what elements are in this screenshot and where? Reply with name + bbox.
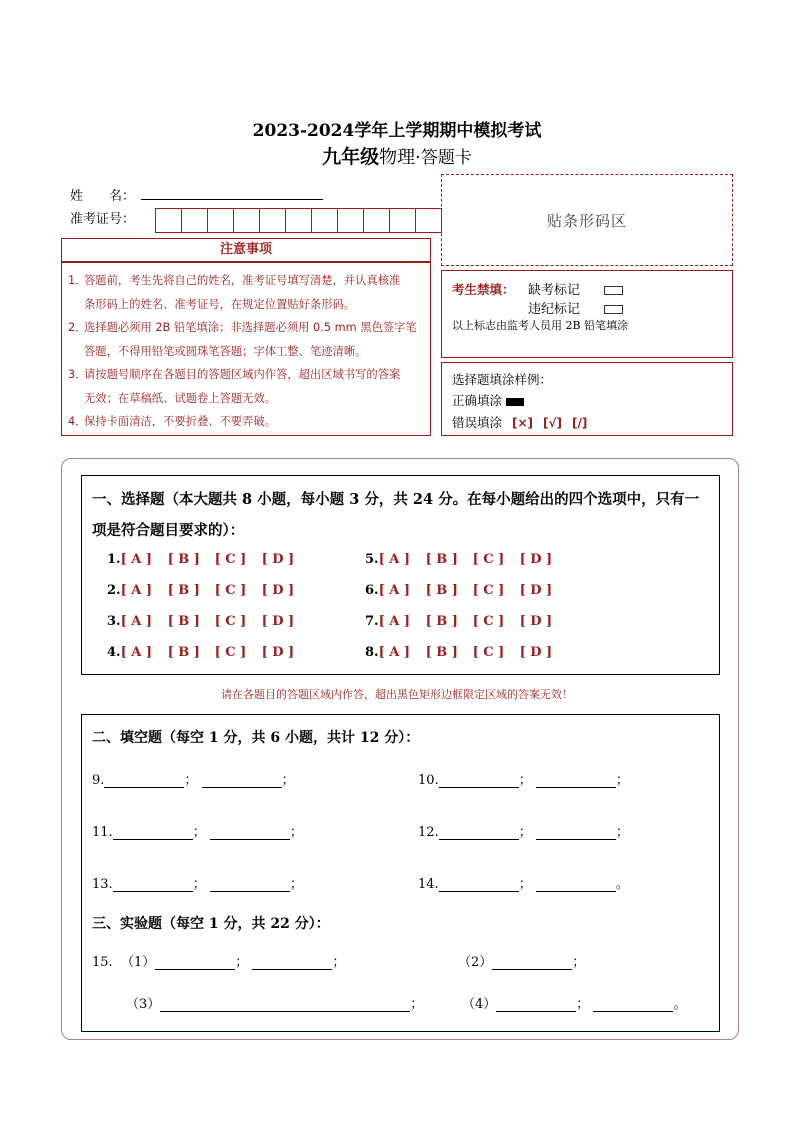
blank-line[interactable] <box>113 826 193 840</box>
question-number: 1. <box>107 552 121 567</box>
option-bubble-c[interactable]: [ C ] <box>214 645 247 660</box>
exam-id-digit-box[interactable] <box>363 208 390 233</box>
question-15-part-2: （2） ； <box>458 955 586 970</box>
option-bubble-a[interactable]: [ A ] <box>378 645 411 660</box>
choice-question-4 <box>107 645 309 660</box>
boundary-warning: 请在各题目的答题区域内作答，超出黑色矩形边框限定区域的答案无效！ <box>221 688 573 701</box>
option-bubble-b[interactable]: [ B ] <box>167 552 200 567</box>
question-11: 11. ； ； <box>92 825 303 840</box>
option-bubble-c[interactable]: [ C ] <box>472 614 505 629</box>
question-14: 14. ； 。 <box>418 877 629 892</box>
blank-line[interactable] <box>593 998 673 1012</box>
option-bubble-a[interactable]: [ A ] <box>378 583 411 598</box>
option-bubble-d[interactable]: [ D ] <box>261 583 295 598</box>
correct-fill-row: 正确填涂 <box>452 391 524 409</box>
blank-line[interactable] <box>492 956 572 970</box>
choice-question-5 <box>365 552 567 567</box>
option-bubble-d[interactable]: [ D ] <box>519 614 553 629</box>
forbidden-note: 以上标志由监考人员用 2B 铅笔填涂 <box>452 319 629 332</box>
blank-line[interactable] <box>536 878 616 892</box>
exam-id-boxes[interactable] <box>155 208 441 233</box>
option-bubble-c[interactable]: [ C ] <box>472 645 505 660</box>
fill-sample-box <box>441 362 733 436</box>
question-number: 8. <box>365 645 379 660</box>
blank-line[interactable] <box>113 878 193 892</box>
question-number: 7. <box>365 614 379 629</box>
option-bubble-b[interactable]: [ B ] <box>167 614 200 629</box>
blank-line[interactable] <box>439 826 519 840</box>
exam-id-digit-box[interactable] <box>415 208 442 233</box>
blank-line[interactable] <box>252 956 332 970</box>
question-15-part-4: （4） ； 。 <box>462 997 687 1012</box>
option-bubble-d[interactable]: [ D ] <box>519 583 553 598</box>
blank-line[interactable] <box>160 998 410 1012</box>
choice-heading: 一、选择题（本大题共 8 小题，每小题 3 分，共 24 分。在每小题给出的四个选项中，只有一项是符合题目要求的）： <box>92 491 700 539</box>
question-number: 4. <box>107 645 121 660</box>
exam-title: 2023-2024学年上学期期中模拟考试 <box>252 121 542 141</box>
notes-box <box>61 262 431 436</box>
choice-question-6 <box>365 583 567 598</box>
question-13: 13. ； ； <box>92 877 303 892</box>
question-9: 9. ； ； <box>92 773 295 788</box>
option-bubble-c[interactable]: [ C ] <box>214 614 247 629</box>
blank-line[interactable] <box>439 774 519 788</box>
forbidden-title: 考生禁填： <box>452 282 515 297</box>
question-12: 12. ； ； <box>418 825 629 840</box>
choice-question-8 <box>365 645 567 660</box>
exam-id-digit-box[interactable] <box>207 208 234 233</box>
notes-title: 注意事项 <box>61 238 431 262</box>
exam-id-digit-box[interactable] <box>311 208 338 233</box>
examinee-forbidden-box <box>441 270 733 358</box>
blank-line[interactable] <box>155 956 235 970</box>
name-field[interactable] <box>141 199 323 200</box>
note-item: 2．选择题必须用 2B 铅笔填涂；非选择题必须用 0.5 mm 黑色签字笔 答题，不得用铅笔或圆珠笔答题；字体工整、笔迹清晰。 <box>68 321 417 358</box>
choice-question-3 <box>107 614 309 629</box>
option-bubble-b[interactable]: [ B ] <box>425 552 458 567</box>
absent-mark-box[interactable] <box>604 286 623 295</box>
absent-mark-row: 缺考标记 <box>528 279 623 298</box>
barcode-area: 贴条形码区 <box>441 174 733 266</box>
title-dot: · <box>415 147 421 168</box>
fill-section <box>81 714 720 1032</box>
answer-card-label: 答题卡 <box>420 148 472 168</box>
subject-label: 物理 <box>379 147 416 168</box>
wrong-fill-row: 错误填涂 [×] [√] [/] <box>452 415 588 430</box>
question-15-part-3: （3） ； <box>126 997 424 1012</box>
blank-line[interactable] <box>104 774 184 788</box>
exam-id-digit-box[interactable] <box>337 208 364 233</box>
option-bubble-d[interactable]: [ D ] <box>519 645 553 660</box>
blank-line[interactable] <box>536 774 616 788</box>
fill-heading: 二、填空题（每空 1 分，共 6 小题，共计 12 分）： <box>92 730 420 746</box>
option-bubble-b[interactable]: [ B ] <box>425 583 458 598</box>
option-bubble-b[interactable]: [ B ] <box>425 614 458 629</box>
note-item: 4．保持卡面清洁，不要折叠、不要弄破。 <box>68 415 277 428</box>
option-bubble-b[interactable]: [ B ] <box>167 583 200 598</box>
option-bubble-a[interactable]: [ A ] <box>120 583 153 598</box>
card-title <box>0 142 794 169</box>
option-bubble-a[interactable]: [ A ] <box>120 645 153 660</box>
option-bubble-c[interactable]: [ C ] <box>472 552 505 567</box>
question-10: 10. ； ； <box>418 773 629 788</box>
sample-title: 选择题填涂样例： <box>452 372 553 387</box>
option-bubble-c[interactable]: [ C ] <box>472 583 505 598</box>
filled-mark <box>506 398 524 406</box>
exam-id-digit-box[interactable] <box>233 208 260 233</box>
exam-id-digit-box[interactable] <box>155 208 182 233</box>
note-item: 3．请按题号顺序在各题目的答题区域内作答，超出区域书写的答案 无效；在草稿纸、试题卷上答题无效。 <box>68 368 401 405</box>
blank-line[interactable] <box>496 998 576 1012</box>
option-bubble-a[interactable]: [ A ] <box>120 552 153 567</box>
exam-id-digit-box[interactable] <box>285 208 312 233</box>
choice-question-1 <box>107 552 309 567</box>
option-bubble-d[interactable]: [ D ] <box>519 552 553 567</box>
violation-mark-box[interactable] <box>604 305 623 314</box>
blank-line[interactable] <box>536 826 616 840</box>
option-bubble-a[interactable]: [ A ] <box>378 614 411 629</box>
grade-label: 九年级 <box>322 146 380 168</box>
exam-id-label: 准考证号： <box>70 212 136 227</box>
option-bubble-c[interactable]: [ C ] <box>214 552 247 567</box>
blank-line[interactable] <box>439 878 519 892</box>
experiment-heading: 三、实验题（每空 1 分，共 22 分）： <box>92 916 330 932</box>
choice-section <box>81 475 720 675</box>
exam-id-digit-box[interactable] <box>181 208 208 233</box>
option-bubble-c[interactable]: [ C ] <box>214 583 247 598</box>
name-label: 姓 名： <box>70 189 136 204</box>
question-number: 6. <box>365 583 379 598</box>
option-bubble-b[interactable]: [ B ] <box>425 645 458 660</box>
option-bubble-a[interactable]: [ A ] <box>378 552 411 567</box>
question-15-part-1: 15. （1） ； ； <box>92 955 346 970</box>
option-bubble-b[interactable]: [ B ] <box>167 645 200 660</box>
exam-id-digit-box[interactable] <box>259 208 286 233</box>
exam-id-digit-box[interactable] <box>389 208 416 233</box>
blank-line[interactable] <box>202 774 282 788</box>
choice-question-7 <box>365 614 567 629</box>
question-number: 2. <box>107 583 121 598</box>
option-bubble-d[interactable]: [ D ] <box>261 614 295 629</box>
choice-question-2 <box>107 583 309 598</box>
option-bubble-d[interactable]: [ D ] <box>261 552 295 567</box>
note-item: 1．答题前，考生先将自己的姓名，准考证号填写清楚，并认真核准 条形码上的姓名、准考证号，在规定位置贴好条形码。 <box>68 274 401 311</box>
blank-line[interactable] <box>210 878 290 892</box>
violation-mark-row: 违纪标记 <box>528 298 623 317</box>
option-bubble-a[interactable]: [ A ] <box>120 614 153 629</box>
blank-line[interactable] <box>210 826 290 840</box>
question-number: 5. <box>365 552 379 567</box>
option-bubble-d[interactable]: [ D ] <box>261 645 295 660</box>
question-number: 3. <box>107 614 121 629</box>
